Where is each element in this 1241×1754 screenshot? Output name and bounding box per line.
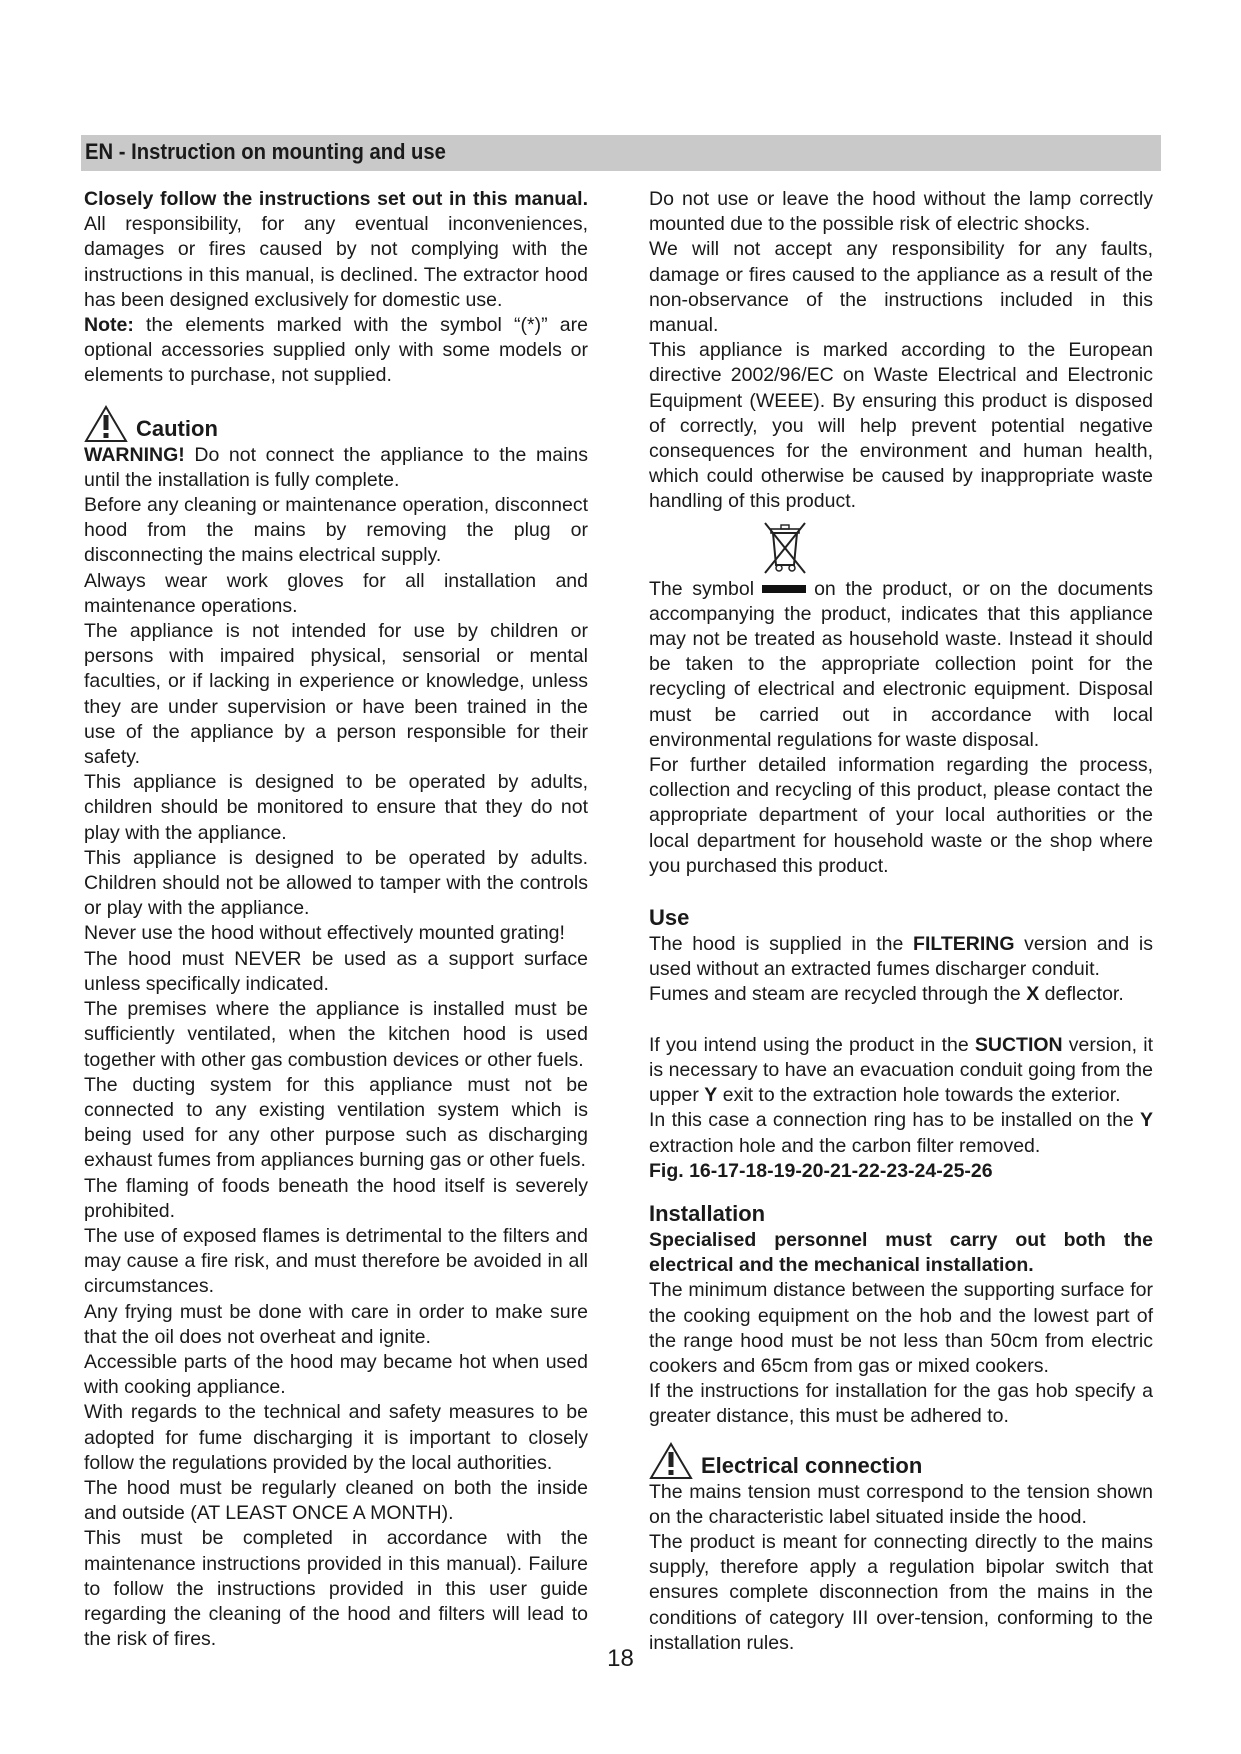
note-paragraph: Note: the elements marked with the symbol “(*)” are optional accessories supplied only with some models or elements to purchase, not supplied. [84,314,588,387]
caution-heading [84,403,588,443]
warning-triangle-icon [649,1442,693,1480]
right-column [649,187,1153,1656]
weee-symbol-area [649,515,1153,577]
warning-paragraph: WARNING! Do not connect the appliance to the mains until the installation is fully complete. [84,443,588,491]
safety-paragraph: With regards to the technical and safety measures to be adopted for fume discharging it is important to closely follow the regulations provided by the local authorities. [84,1401,588,1474]
weee-paragraph: This appliance is marked according to the European directive 2002/96/EC on Waste Electrical and Electronic Equipment (WEEE). By ensuring this product is disposed of correctly, you will help prevent potential negative consequences for the environment and human health, which could otherwise be caused by inappropriate waste handling of this product. [649,339,1153,513]
safety-paragraph: Always wear work gloves for all installation and maintenance operations. [84,569,588,617]
left-column [84,187,588,1652]
warning-triangle-icon [84,405,128,443]
installation-bold-paragraph: Specialised personnel must carry out both the electrical and the mechanical installation. [649,1228,1153,1277]
use-title: Use [649,905,690,931]
black-bar-symbol [762,585,806,593]
safety-paragraph: This appliance is designed to be operated by adults, children should be monitored to ensure that they do not play with the appliance. [84,771,588,844]
safety-paragraph: This appliance is designed to be operated by adults. Children should not be allowed to tamper with the controls or play with the appliance. [84,846,588,920]
recycling-info-paragraph: For further detailed information regarding the process, collection and recycling of this product, please contact the appropriate department of your local authorities or the local department for household waste or the shop where you purchased this product. [649,754,1153,877]
use-paragraph: The hood is supplied in the FILTERING version and is used without an extracted fumes discharger conduit. [649,933,1153,981]
installation-paragraph: If the instructions for installation for the gas hob specify a greater distance, this must be adhered to. [649,1380,1153,1428]
symbol-paragraph: The symbol on the product, or on the documents accompanying the product, indicates that this appliance may not be treated as household waste. Instead it should be taken to the appropriate collection point for the recycling of electrical and electronic equipment. Disposal must be carried out in accordance with local environmental regulations for waste disposal. [649,577,1153,751]
intro-paragraph: Closely follow the instructions set out in this manual. All responsibility, for any eventual inconveniences, damages or fires caused by not complying with the instructions in this manual, is declined. The extractor hood has been designed exclusively for domestic use. [84,188,588,311]
section-title: EN - Instruction on mounting and use [85,139,446,164]
page-number: 18 [607,1645,634,1672]
installation-title: Installation [649,1200,766,1226]
safety-paragraph: Never use the hood without effectively mounted grating! [84,922,565,945]
safety-paragraph: The premises where the appliance is installed must be sufficiently ventilated, when the kitchen hood is used together with other gas combustion devices or other fuels. [84,998,588,1071]
use-paragraph: Fumes and steam are recycled through the X deflector. [649,983,1124,1006]
safety-paragraph: The use of exposed flames is detrimental to the filters and may cause a fire risk, and must therefore be avoided in all circumstances. [84,1224,588,1298]
installation-paragraph: The minimum distance between the supporting surface for the cooking equipment on the hob and the lowest part of the range hood must be not less than 50cm from electric cookers and 65cm from gas or mixed cookers. [649,1279,1153,1377]
safety-paragraph: The flaming of foods beneath the hood itself is severely prohibited. [84,1174,588,1222]
safety-paragraph: Accessible parts of the hood may became hot when used with cooking appliance. [84,1350,588,1399]
electrical-heading [649,1440,1153,1480]
responsibility-paragraph: We will not accept any responsibility for any faults, damage or fires caused to the appliance as a result of the non-observance of the instructions included in this manual. [649,238,1153,337]
electrical-paragraph: The mains tension must correspond to the tension shown on the characteristic label situated inside the hood. [649,1480,1153,1528]
safety-paragraph: The ducting system for this appliance must not be connected to any existing ventilation system which is being used for any other purpose such as discharging exhaust fumes from appliances burning gas or other fuels. [84,1073,588,1172]
safety-paragraph: This must be completed in accordance with the maintenance instructions provided in this manual). Failure to follow the instructions provided in this user guide regarding the cleaning of the hood and filters will lead to the risk of fires. [84,1527,588,1651]
safety-paragraph: Any frying must be done with care in order to make sure that the oil does not overheat and ignite. [84,1300,588,1348]
safety-paragraph: The hood must be regularly cleaned on both the inside and outside (AT LEAST ONCE A MONTH). [84,1476,588,1525]
use-paragraph: If you intend using the product in the SUCTION version, it is necessary to have an evacuation conduit going from the upper Y exit to the extraction hole towards the exterior. [649,1033,1153,1107]
electrical-paragraph: The product is meant for connecting directly to the mains supply, therefore apply a regulation bipolar switch that ensures complete disconnection from the mains in the conditions of category III over-tension, conforming to the installation rules. [649,1530,1153,1654]
figure-reference: Fig. 16-17-18-19-20-21-22-23-24-25-26 [649,1159,993,1182]
crossed-bin-icon [759,519,811,575]
safety-paragraph: The appliance is not intended for use by children or persons with impaired physical, sensorial or mental faculties, or if lacking in experience or knowledge, unless they are under supervision or have been trained in the use of the appliance by a person responsible for their safety. [84,620,588,769]
caution-title: Caution [136,415,218,441]
use-paragraph: In this case a connection ring has to be installed on the Y extraction hole and the carbon filter removed. [649,1109,1153,1157]
lamp-paragraph: Do not use or leave the hood without the lamp correctly mounted due to the possible risk of electric shocks. [649,188,1153,236]
safety-paragraph: Before any cleaning or maintenance operation, disconnect hood from the mains by removing the plug or disconnecting the mains electrical supply. [84,494,588,567]
electrical-title: Electrical connection [701,1452,923,1478]
safety-paragraph: The hood must NEVER be used as a support surface unless specifically indicated. [84,947,588,995]
